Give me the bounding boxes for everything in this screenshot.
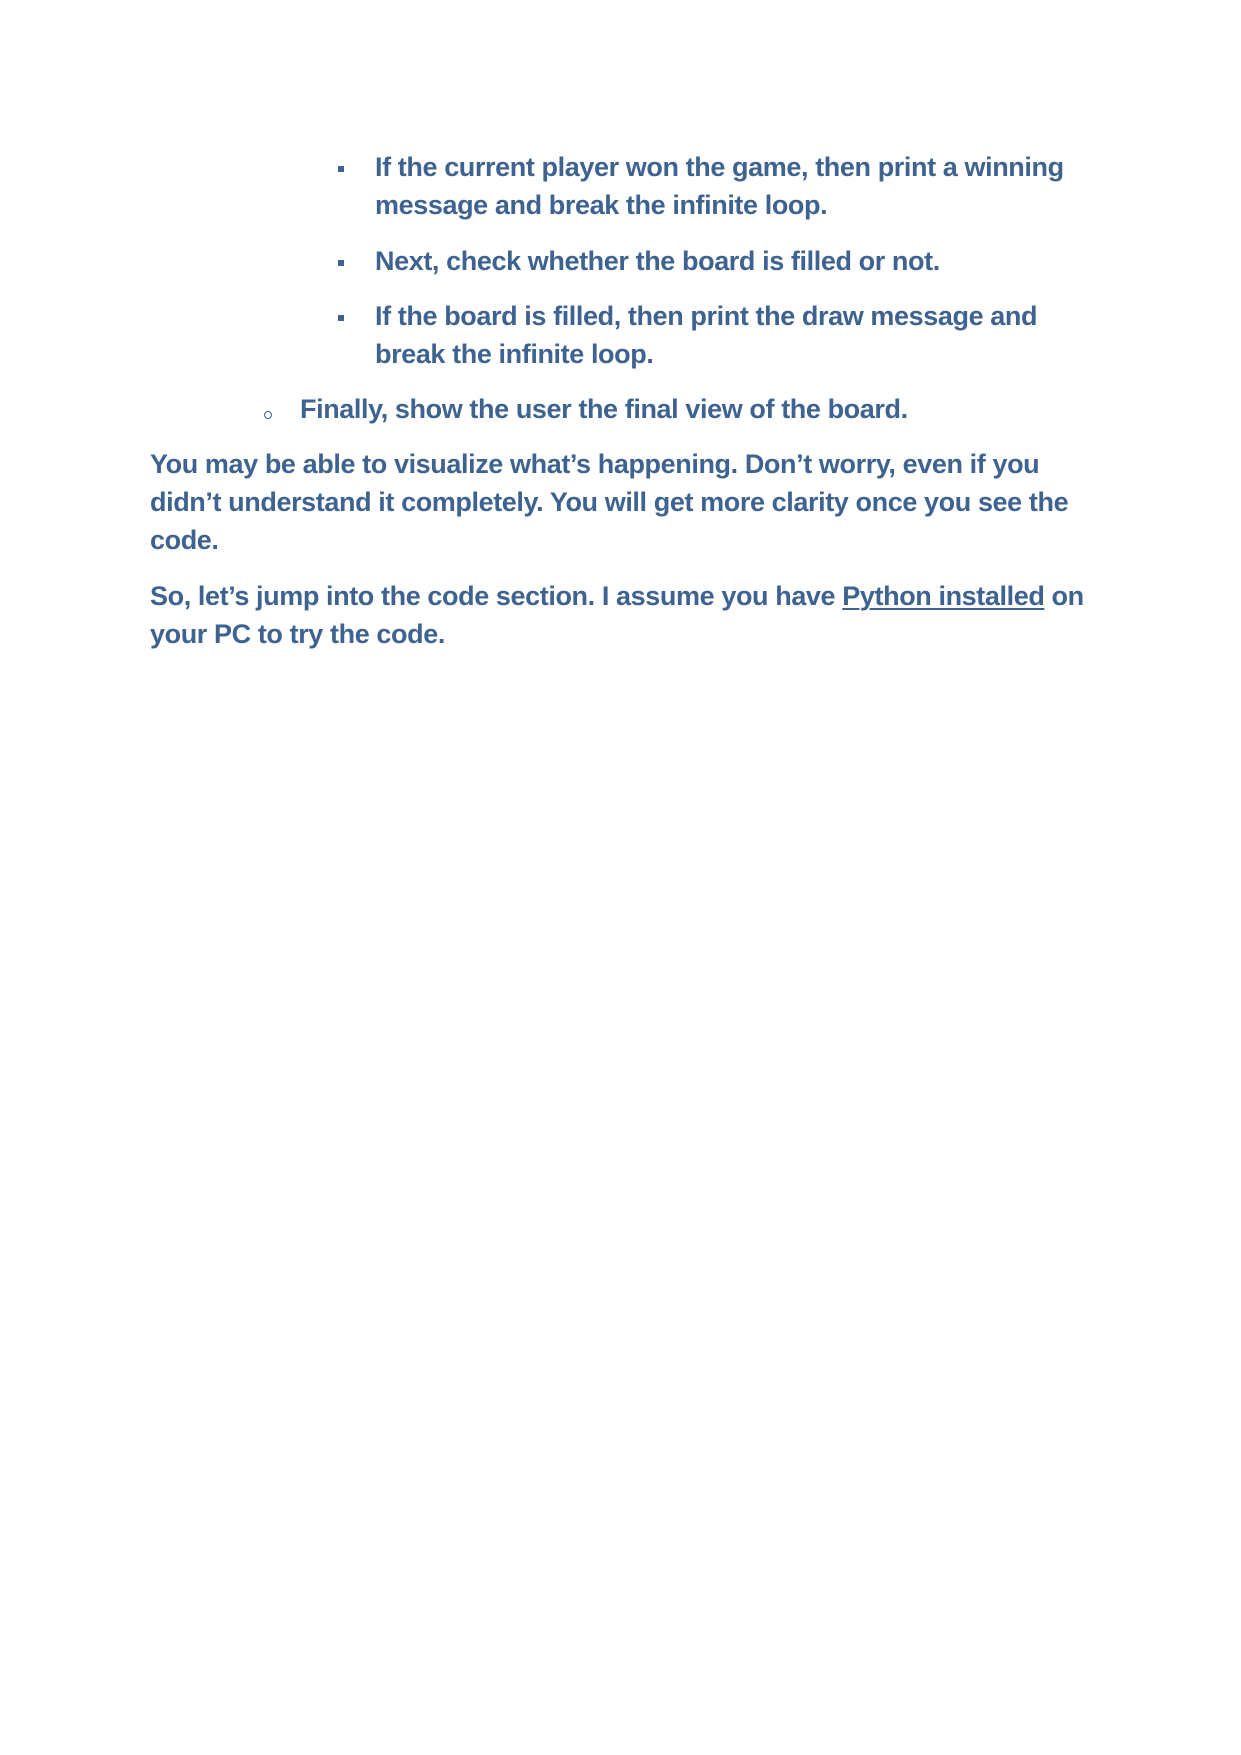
list-item-final-view: Finally, show the user the final view of the board. [300,394,908,424]
square-bullet-icon [338,166,344,172]
square-bullet-icon [338,260,344,266]
paragraph-jump-to-code [150,577,1095,653]
sub-bullet-item-2: Next, check whether the board is filled or not. [375,246,940,276]
paragraph-text-before-link: So, let’s jump into the code section. I assume you have [150,581,843,611]
sub-bullet-item-1: If the current player won the game, then print a winning message and break the infinite loop. [375,152,1064,220]
paragraph-text-after-link: on your PC to try the code. [150,581,1084,649]
python-installed-link[interactable]: Python installed [842,581,1045,611]
square-bullet-icon [338,315,344,321]
paragraph-visualize: You may be able to visualize what’s happening. Don’t worry, even if you didn’t understand it completely. You will get more clarity once you see the code. [150,449,1069,555]
sub-bullet-item-3: If the board is filled, then print the draw message and break the infinite loop. [375,301,1038,369]
hollow-circle-bullet-icon [264,411,272,419]
